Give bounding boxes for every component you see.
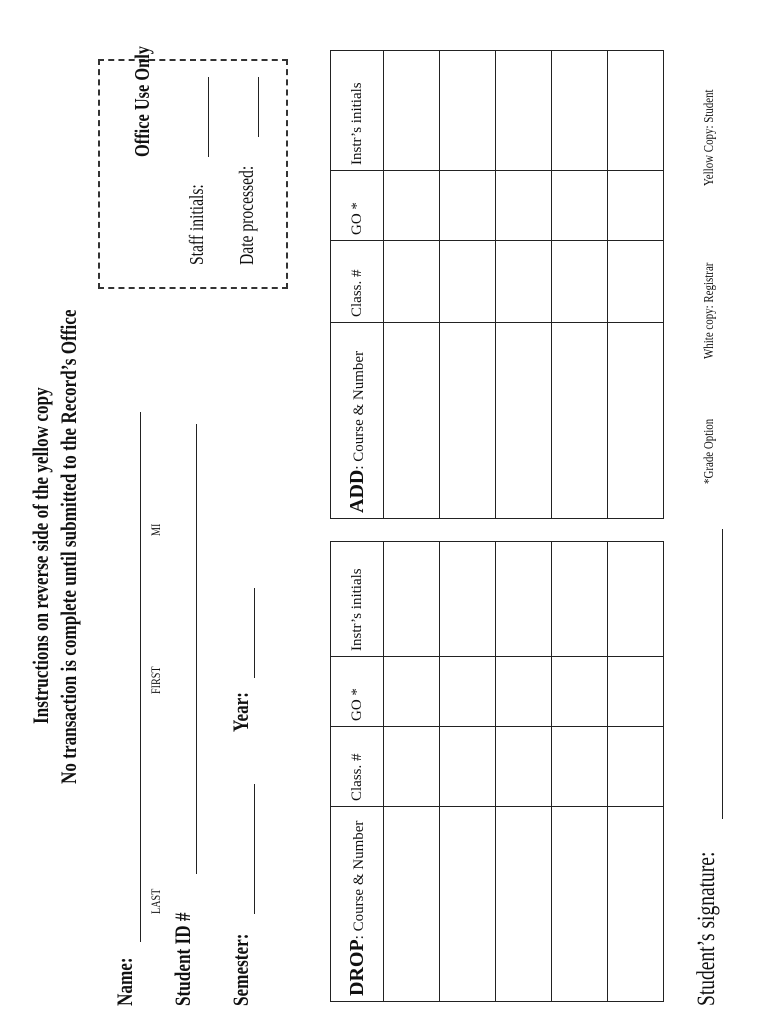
instructions-line: Instructions on reverse side of the yellow copy [28,387,53,724]
drop-course-header [331,807,384,1002]
student-id-label: Student ID # [170,912,195,1006]
year-field[interactable] [254,588,255,678]
drop-class-cell[interactable] [440,727,496,807]
drop-course-cell[interactable] [608,807,664,1002]
transaction-line: No transaction is complete until submitted to the Record’s Office [56,309,81,784]
drop-class-cell[interactable] [608,727,664,807]
add-instr-cell[interactable] [608,51,664,171]
first-caption: FIRST [148,666,163,694]
staff-initials-field[interactable] [208,77,209,157]
drop-instr-cell[interactable] [496,542,552,657]
year-label: Year: [228,691,253,732]
add-course-cell[interactable] [384,323,440,519]
staff-initials-label: Staff initials: [186,184,208,265]
drop-instr-cell[interactable] [608,542,664,657]
drop-course-label: : Course & Number [350,820,367,940]
add-instr-cell[interactable] [384,51,440,171]
add-instr-cell[interactable] [496,51,552,171]
add-course-cell[interactable] [496,323,552,519]
add-course-label: : Course & Number [350,350,367,470]
add-go-cell[interactable] [384,171,440,241]
add-go-cell[interactable] [440,171,496,241]
drop-go-cell[interactable] [608,657,664,727]
yellow-copy-note: Yellow Copy: Student [702,89,717,186]
add-course-header [331,323,384,519]
student-id-field[interactable] [196,424,197,874]
add-row [552,51,608,519]
add-course-cell[interactable] [552,323,608,519]
add-instr-cell[interactable] [440,51,496,171]
add-instr-header: Instr’s initials [331,51,384,171]
drop-go-cell[interactable] [496,657,552,727]
add-class-cell[interactable] [608,241,664,323]
add-class-cell[interactable] [384,241,440,323]
last-caption: LAST [148,888,163,914]
drop-instr-header: Instr’s initials [331,542,384,657]
drop-key: DROP [345,939,368,996]
add-row [384,51,440,519]
add-go-cell[interactable] [496,171,552,241]
drop-go-header: GO * [331,657,384,727]
drop-row [608,542,664,1002]
semester-label: Semester: [228,933,253,1006]
drop-class-cell[interactable] [552,727,608,807]
name-field[interactable] [140,412,141,942]
drop-course-cell[interactable] [552,807,608,1002]
drop-class-header: Class. # [331,727,384,807]
add-course-cell[interactable] [440,323,496,519]
add-key: ADD [345,469,368,513]
add-course-cell[interactable] [608,323,664,519]
instructions-heading [28,292,54,724]
transaction-heading [56,176,82,784]
add-header-row [331,51,384,519]
add-go-cell[interactable] [552,171,608,241]
drop-row [384,542,440,1002]
office-use-title: Office Use Only [130,45,154,157]
drop-go-cell[interactable] [384,657,440,727]
add-table [330,50,664,519]
add-instr-cell[interactable] [552,51,608,171]
drop-instr-cell[interactable] [440,542,496,657]
drop-instr-cell[interactable] [552,542,608,657]
drop-course-cell[interactable] [384,807,440,1002]
add-class-header: Class. # [331,241,384,323]
drop-class-cell[interactable] [496,727,552,807]
add-class-cell[interactable] [496,241,552,323]
mi-caption: MI [148,523,163,536]
name-label: Name: [112,957,137,1006]
add-row [608,51,664,519]
office-use-box [98,45,288,289]
add-go-header: GO * [331,171,384,241]
add-class-cell[interactable] [440,241,496,323]
drop-row [440,542,496,1002]
signature-label: Student’s signature: [693,851,720,1006]
add-go-cell[interactable] [608,171,664,241]
add-class-cell[interactable] [552,241,608,323]
drop-table [330,541,664,1002]
signature-field[interactable] [722,529,723,819]
date-processed-label: Date processed: [236,165,258,265]
add-row [440,51,496,519]
drop-course-cell[interactable] [496,807,552,1002]
grade-option-note: *Grade Option [702,418,717,484]
add-row [496,51,552,519]
drop-go-cell[interactable] [440,657,496,727]
semester-field[interactable] [254,784,255,914]
white-copy-note: White copy: Registrar [702,262,717,359]
drop-row [496,542,552,1002]
drop-header-row [331,542,384,1002]
drop-class-cell[interactable] [384,727,440,807]
drop-go-cell[interactable] [552,657,608,727]
drop-course-cell[interactable] [440,807,496,1002]
drop-row [552,542,608,1002]
drop-instr-cell[interactable] [384,542,440,657]
date-processed-field[interactable] [258,77,259,137]
